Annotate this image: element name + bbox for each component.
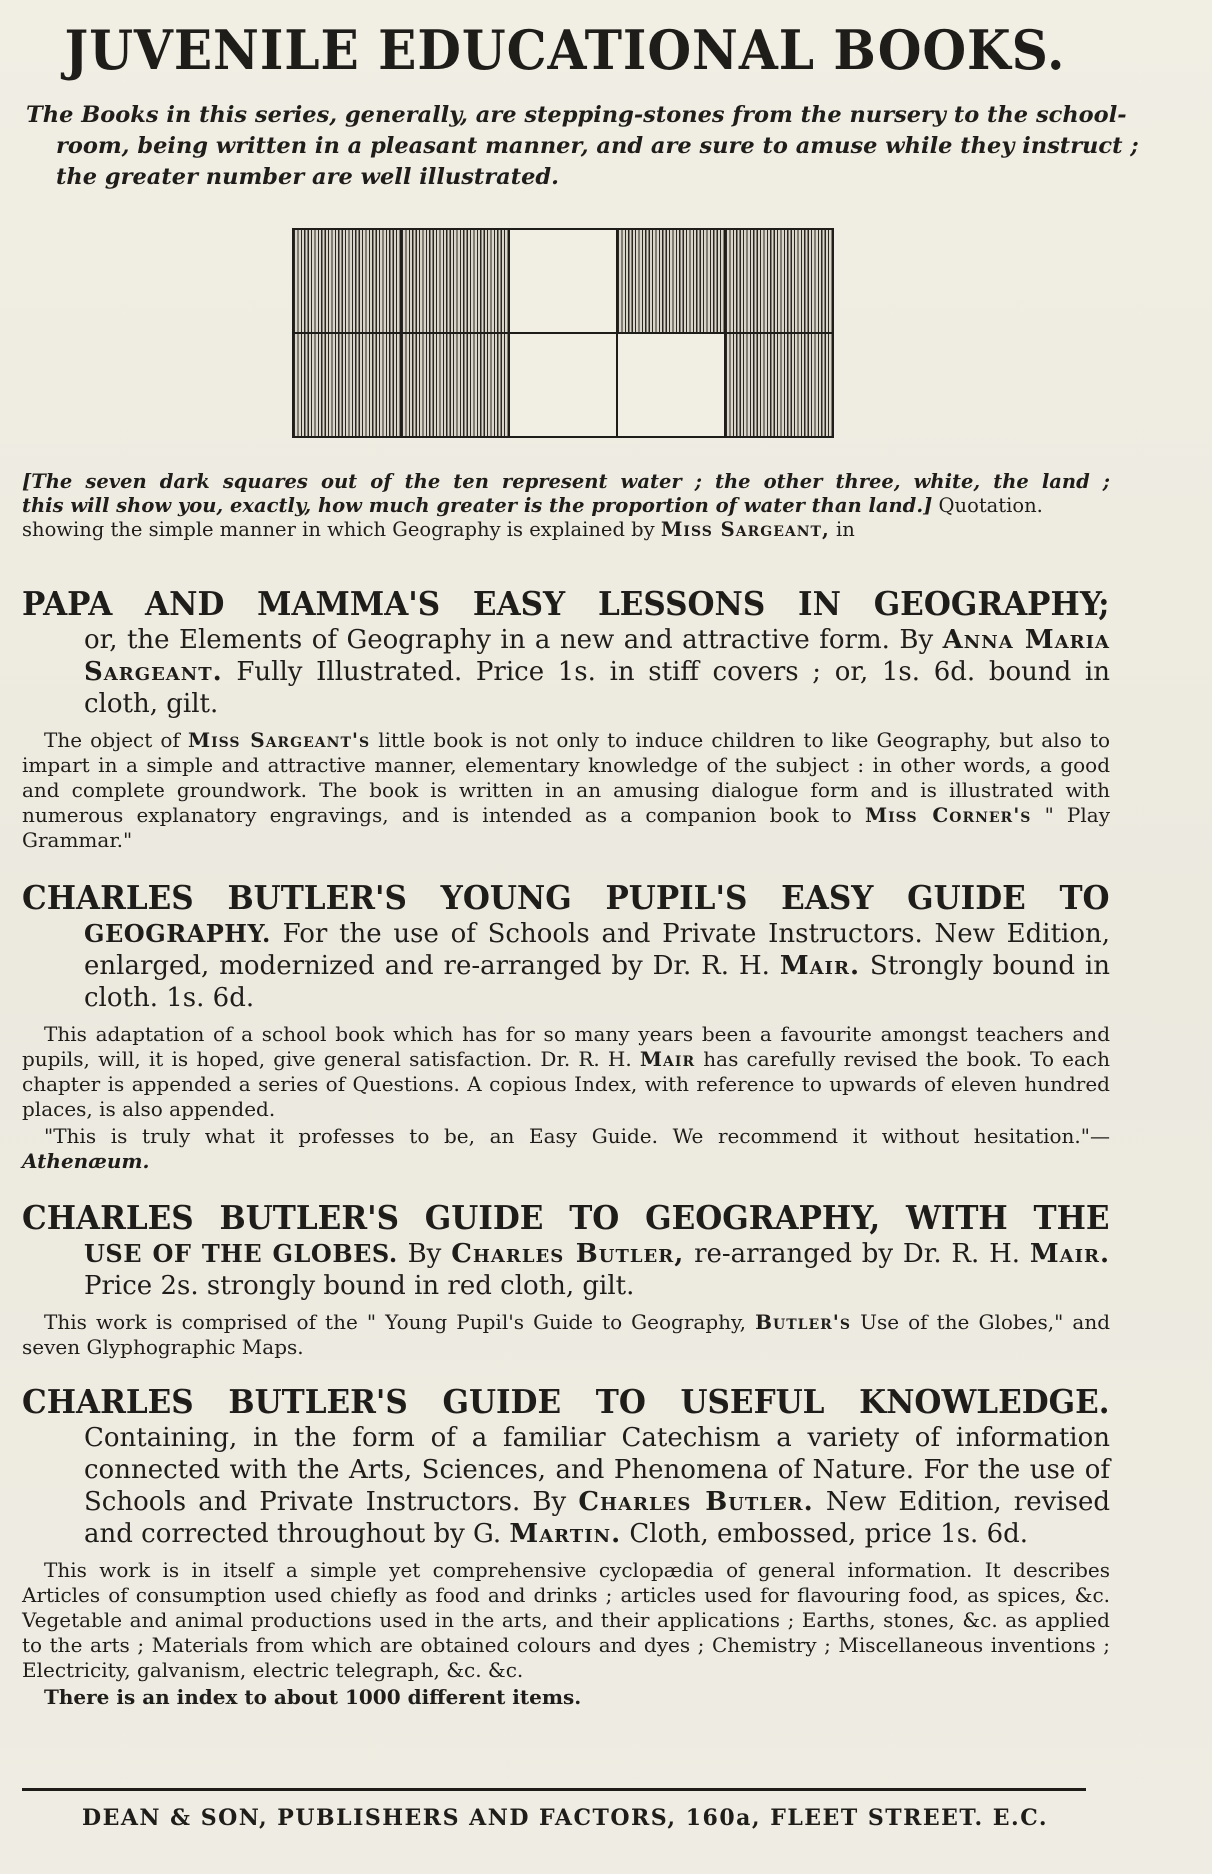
description-price: Strongly bound in cloth. 1s. 6d.	[84, 951, 1110, 1013]
author-name: Charles Butler,	[451, 1239, 685, 1269]
caption-text: Quotation. showing the simple manner in which Geography is explained by	[22, 494, 1043, 541]
note-text: little book is not only to induce children to like Geography, but also to impart in a simple and attractive manner, elementary knowledge of the subject : in other words, a good and complete groundwork. The book is written in an amusing dialogue form and is illustrated with numerous explanatory engravings, and is intended as a companion book to	[22, 728, 1110, 827]
land-square	[618, 334, 724, 436]
index-note: There is an index to about 1000 different items.	[44, 1685, 582, 1709]
book-entry-papa-mamma	[22, 584, 1110, 853]
caption-italic-line-1: [The seven dark squares out of the ten represent water ; the other three, white, the land ;	[22, 470, 1110, 493]
note-author: Miss Corner's	[864, 803, 1032, 827]
water-square	[618, 230, 724, 332]
note-text: The object of	[44, 728, 180, 752]
water-square	[726, 230, 832, 332]
book-entry-young-pupils-guide	[22, 878, 1110, 1174]
book-title: CHARLES BUTLER'S GUIDE TO GEOGRAPHY, WITH THE	[22, 1198, 1110, 1237]
description-text: New Edition, revised and corrected throughout by G.	[84, 1487, 1110, 1549]
description-lead: GEOGRAPHY.	[84, 919, 271, 948]
book-description	[84, 624, 1110, 720]
description-price: Cloth, embossed, price 1s. 6d.	[629, 1519, 1029, 1549]
water-square	[726, 334, 832, 436]
water-square	[294, 334, 400, 436]
diagram-caption	[22, 470, 1110, 542]
book-description	[84, 1422, 1110, 1550]
land-square	[510, 334, 616, 436]
author-name: Anna Maria Sargeant.	[84, 625, 1111, 687]
land-square	[510, 230, 616, 332]
book-entry-useful-knowledge	[22, 1382, 1110, 1710]
water-square	[294, 230, 400, 332]
publisher-footer: DEAN & SON, PUBLISHERS AND FACTORS, 160a, FLEET STREET. E.C.	[82, 1805, 1048, 1831]
book-title: PAPA AND MAMMA'S EASY LESSONS IN GEOGRAPHY;	[22, 584, 1110, 623]
book-description	[84, 918, 1110, 1014]
book-entry-guide-globes	[22, 1198, 1110, 1360]
water-land-diagram	[292, 228, 834, 438]
note-author: Miss Sargeant's	[187, 728, 371, 752]
book-note: This work is in itself a simple yet comprehensive cyclopædia of general information. It describes Articles of consumption used chiefly as food and drinks ; articles used for flavouring food, as spices, &c. Vegetable and animal productions used in the arts, and their applications ; Earths, stones, &c. as applied to the arts ; Materials from which are obtained colours and dyes ; Chemistry ; Miscellaneous inventions ; Electricity, galvanism, electric telegraph, &c. &c.	[22, 1558, 1110, 1682]
page-title: JUVENILE EDUCATIONAL BOOKS.	[64, 18, 1066, 82]
book-title: CHARLES BUTLER'S YOUNG PUPIL'S EASY GUIDE TO	[22, 878, 1110, 917]
caption-italic-line-2: this will show you, exactly, how much greater is the proportion of water than land.]	[22, 494, 933, 517]
note-author: Butler's	[755, 1310, 852, 1334]
description-text: or, the Elements of Geography in a new and attractive form. By	[84, 625, 934, 655]
quote-source: Athenæum.	[22, 1149, 150, 1173]
author-name: Charles Butler.	[578, 1487, 814, 1517]
book-title: CHARLES BUTLER'S GUIDE TO USEFUL KNOWLEDGE.	[22, 1382, 1110, 1421]
water-square	[402, 334, 508, 436]
note-text: This work is comprised of the " Young Pupil's Guide to Geography,	[44, 1310, 747, 1334]
note-text: " Play Grammar."	[22, 803, 1110, 852]
description-text: Containing, in the form of a familiar Catechism a variety of information connected with the Arts, Sciences, and Phenomena of Nature. For the use of Schools and Private Instructors. By	[84, 1423, 1110, 1517]
author-name: Martin.	[509, 1519, 622, 1549]
book-note	[22, 1310, 1110, 1360]
water-square	[402, 230, 508, 332]
book-note	[22, 728, 1110, 853]
description-text: For the use of Schools and Private Instructors. New Edition, enlarged, modernized and re-arranged by Dr. R. H.	[84, 919, 1110, 981]
note-author: Mair	[639, 1047, 696, 1071]
note-text: This adaptation of a school book which has for so many years been a favourite amongst teachers and pupils, will, it is hoped, give general satisfaction. Dr. R. H.	[22, 1022, 1110, 1071]
note-text: Use of the Globes," and seven Glyphographic Maps.	[22, 1310, 1111, 1359]
description-price: Fully Illustrated. Price 1s. in stiff covers ; or, 1s. 6d. bound in cloth, gilt.	[84, 657, 1110, 719]
intro-paragraph: The Books in this series, generally, are stepping-stones from the nursery to the school-room, being written in a pleasant manner, and are sure to amuse while they instruct ; the greater number are well illustrated.	[26, 102, 1139, 190]
quote-text: "This is truly what it professes to be, an Easy Guide. We recommend it without hesitation."—	[44, 1124, 1110, 1148]
description-text: By	[407, 1239, 442, 1269]
description-price: Price 2s. strongly bound in red cloth, gilt.	[84, 1271, 635, 1301]
caption-text-end: in	[835, 518, 855, 541]
note-text: has carefully revised the book. To each chapter is appended a series of Questions. A copious Index, with reference to upwards of eleven hundred places, is also appended.	[22, 1047, 1111, 1121]
review-quote	[22, 1124, 1110, 1174]
book-note	[22, 1022, 1110, 1122]
author-name: Mair.	[1029, 1239, 1111, 1269]
author-name: Mair.	[779, 951, 860, 981]
description-lead: USE OF THE GLOBES.	[84, 1239, 398, 1268]
book-description	[84, 1238, 1110, 1302]
footer-rule	[22, 1788, 1086, 1791]
caption-author: Miss Sargeant,	[660, 518, 830, 541]
description-text: re-arranged by Dr. R. H.	[694, 1239, 1021, 1269]
